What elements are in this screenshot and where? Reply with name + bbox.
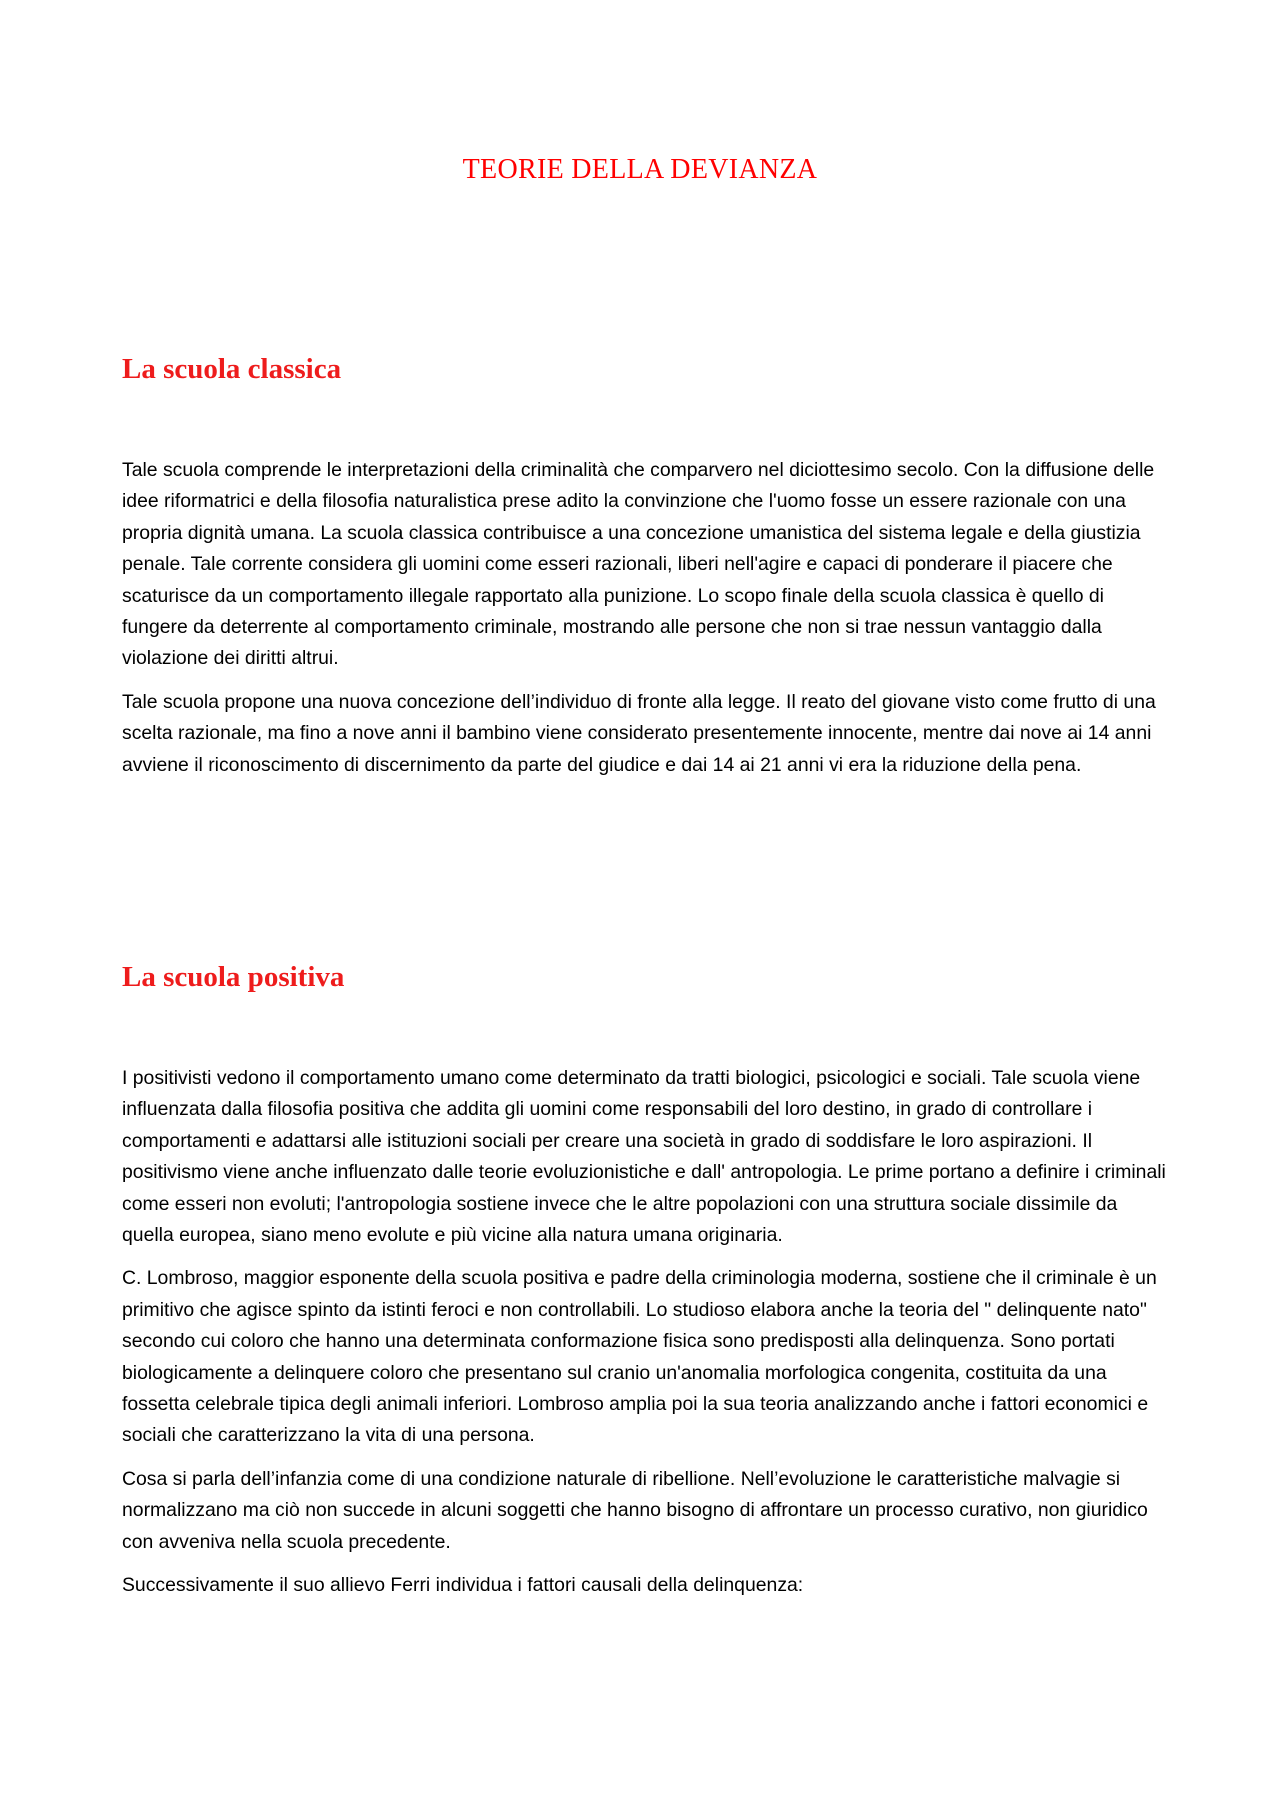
- paragraph: C. Lombroso, maggior esponente della scuola positiva e padre della criminologia moderna, sostiene che il criminale è un primitivo che agisce spinto da istinti feroci e non controllabili. Lo studioso elabora anche la teoria del " delinquente nato" secondo cui coloro che hanno una determinata conformazione fisica sono predisposti alla delinquenza. Sono portati biologicamente a delinquere coloro che presentano sul cranio un'anomalia morfologica congenita, costituita da una fossetta celebrale tipica degli animali inferiori. Lombroso amplia poi la sua teoria analizzando anche i fattori economici e sociali che caratterizzano la vita di una persona.: [122, 1267, 1157, 1447]
- paragraph: Tale scuola propone una nuova concezione dell’individuo di fronte alla legge. Il reato del giovane visto come frutto di una scelta razionale, ma fino a nove anni il bambino viene considerato presentemente innocente, mentre dai nove ai 14 anni avviene il riconoscimento di discernimento da parte del giudice e dai 14 ai 21 anni vi era la riduzione della pena.: [122, 690, 1156, 776]
- section-body-scuola-classica: [122, 455, 1167, 793]
- section-body-scuola-positiva: [122, 1063, 1167, 1614]
- paragraph: Cosa si parla dell’infanzia come di una condizione naturale di ribellione. Nell’evoluzione le caratteristiche malvagie si normalizzano ma ciò non succede in alcuni soggetti che hanno bisogno di affrontare un processo curativo, non giuridico con avveniva nella scuola precedente.: [122, 1467, 1148, 1553]
- section-heading-scuola-positiva: La scuola positiva: [122, 961, 345, 993]
- paragraph: I positivisti vedono il comportamento umano come determinato da tratti biologici, psicologici e sociali. Tale scuola viene influenzata dalla filosofia positiva che addita gli uomini come responsabili del loro destino, in grado di controllare i comportamenti e adattarsi alle istituzioni sociali per creare una società in grado di soddisfare le loro aspirazioni. Il positivismo viene anche influenzato dalle teorie evoluzionistiche e dall' antropologia. Le prime portano a definire i criminali come esseri non evoluti; l'antropologia sostiene invece che le altre popolazioni con una struttura sociale dissimile da quella europea, siano meno evolute e più vicine alla natura umana originaria.: [122, 1067, 1166, 1247]
- section-heading-scuola-classica: La scuola classica: [122, 353, 342, 385]
- paragraph: Successivamente il suo allievo Ferri individua i fattori causali della delinquenza:: [122, 1574, 804, 1597]
- paragraph: Tale scuola comprende le interpretazioni della criminalità che comparvero nel diciottesimo secolo. Con la diffusione delle idee riformatrici e della filosofia naturalistica prese adito la convinzione che l'uomo fosse un essere razionale con una propria dignità umana. La scuola classica contribuisce a una concezione umanistica del sistema legale e della giustizia penale. Tale corrente considera gli uomini come esseri razionali, liberi nell'agire e capaci di ponderare il piacere che scaturisce da un comportamento illegale rapportato alla punizione. Lo scopo finale della scuola classica è quello di fungere da deterrente al comportamento criminale, mostrando alle persone che non si trae nessun vantaggio dalla violazione dei diritti altrui.: [122, 459, 1155, 670]
- document-title: TEORIE DELLA DEVIANZA: [462, 154, 818, 185]
